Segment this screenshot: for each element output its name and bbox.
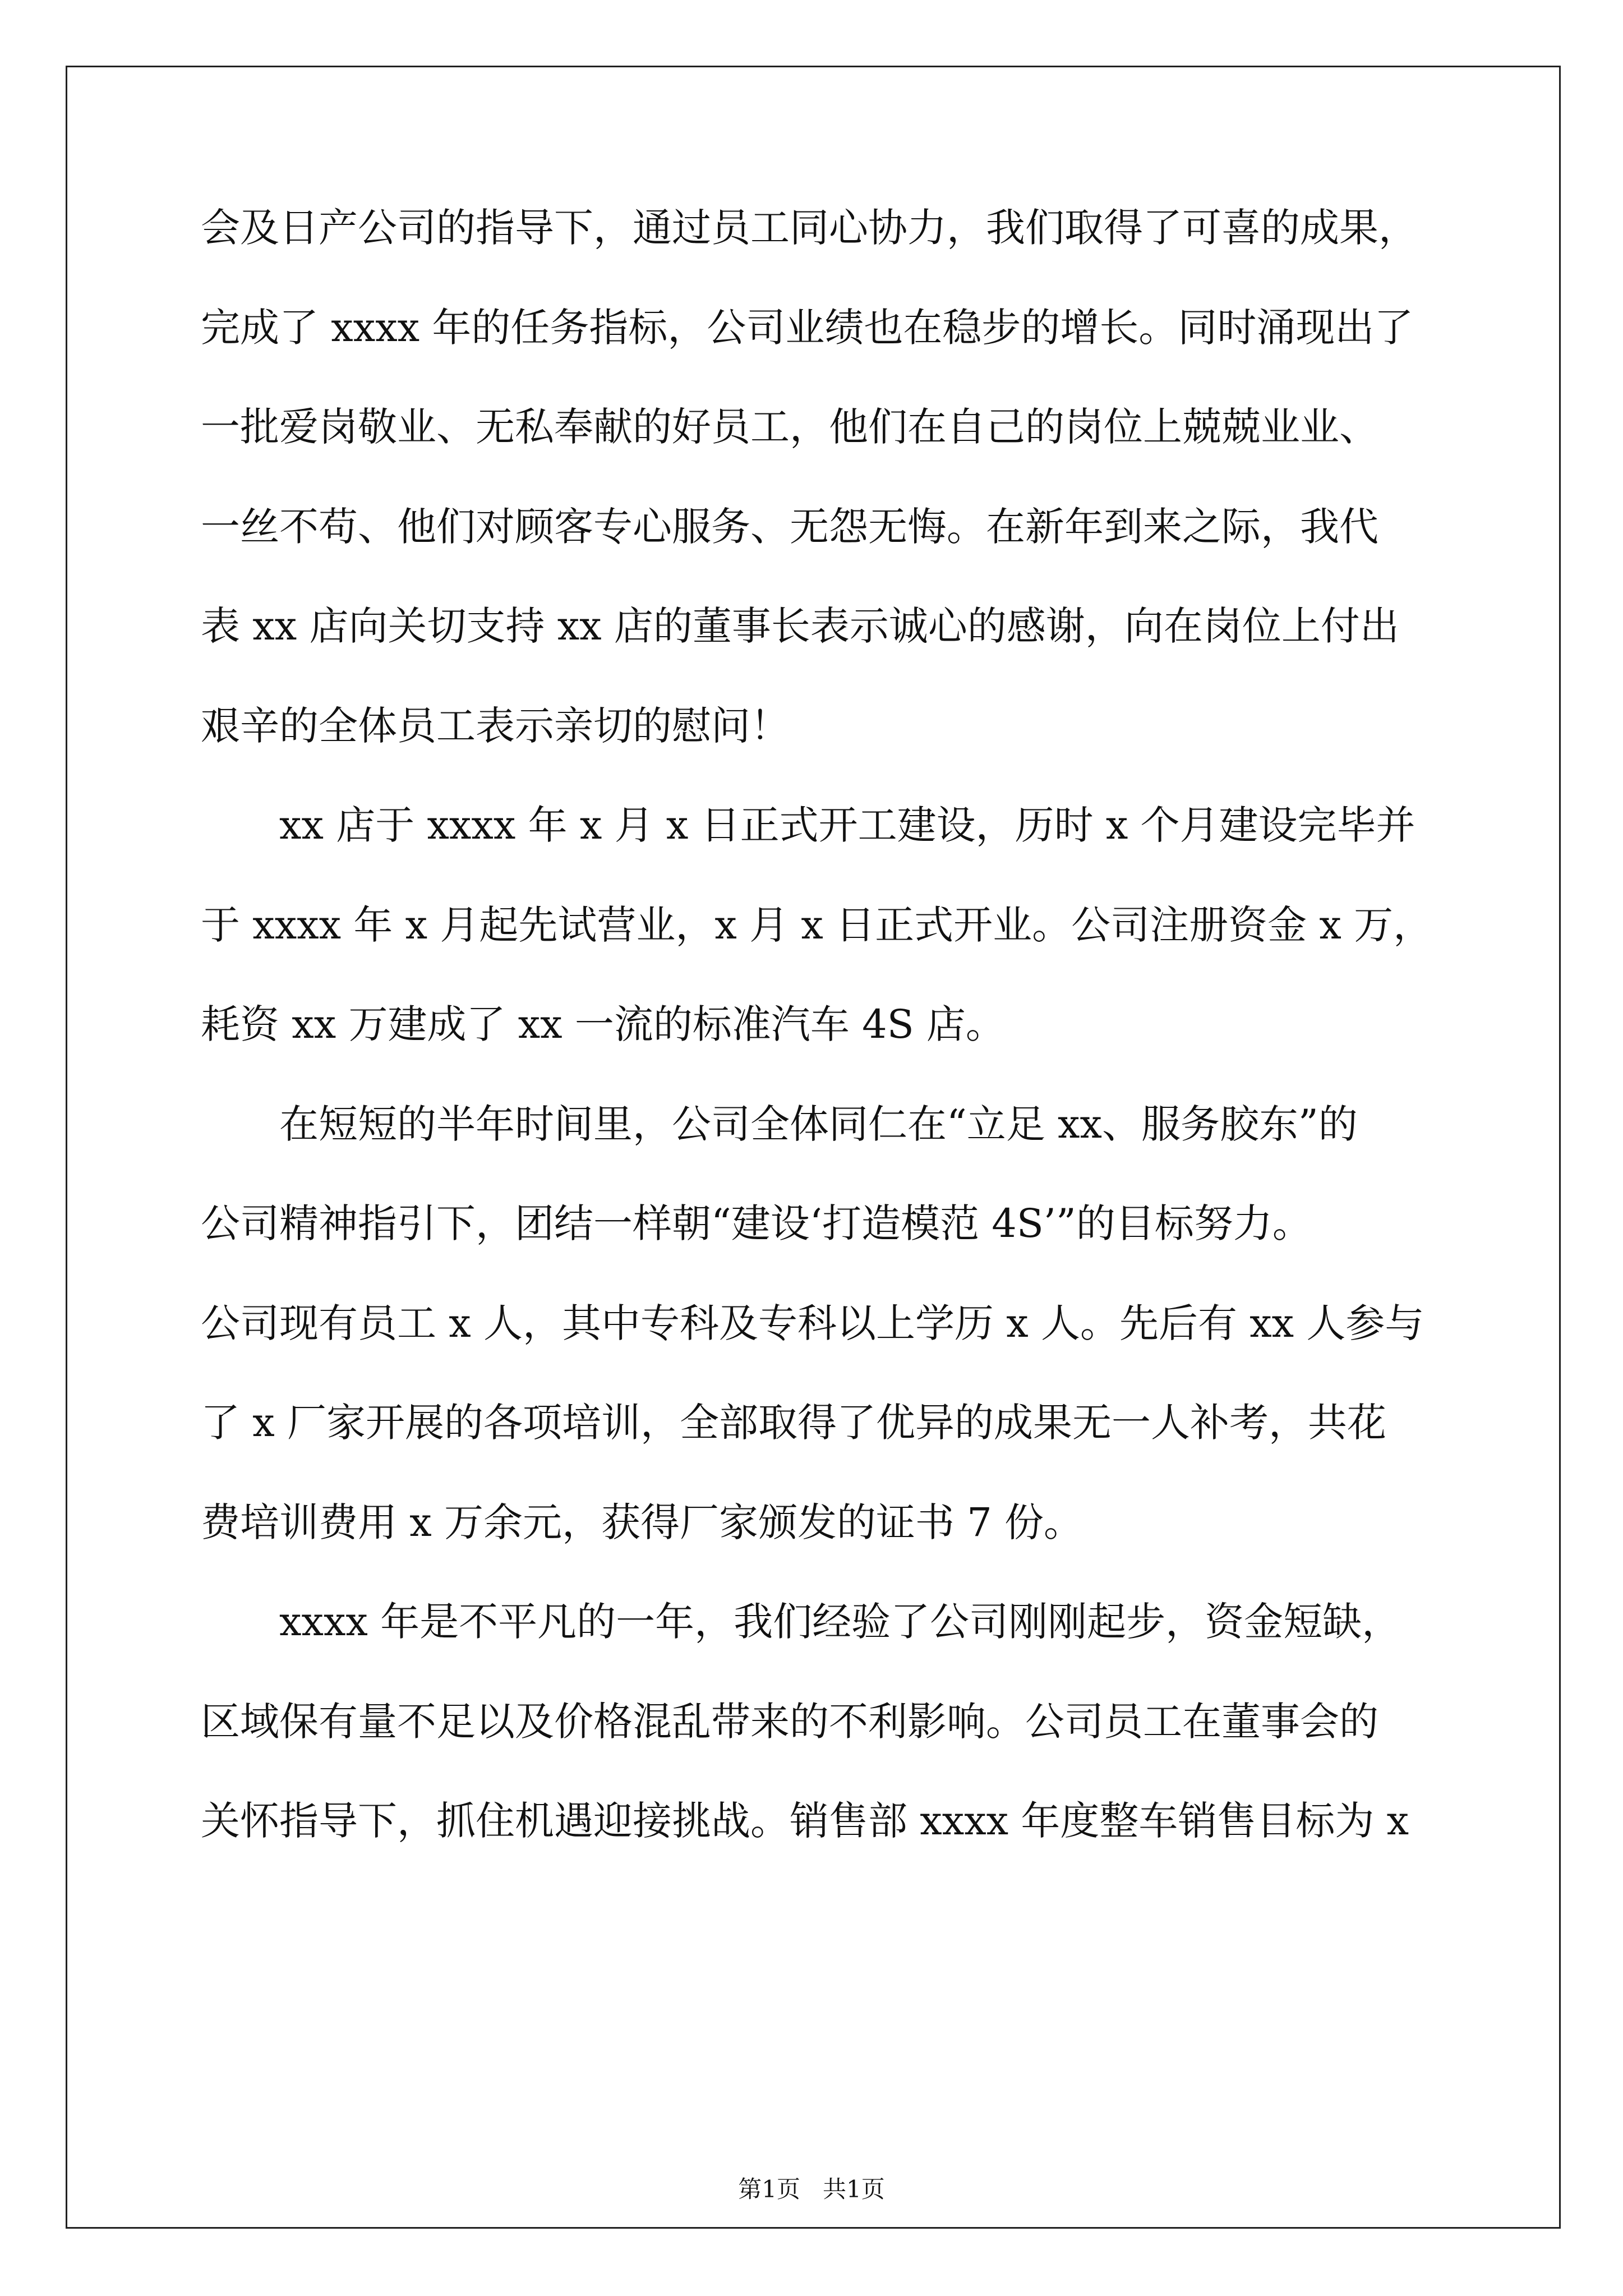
text-line: 了 x 厂家开展的各项培训，全部取得了优异的成果无一人补考，共花 xyxy=(201,1400,1386,1446)
page-footer: 第1页 共1页 xyxy=(738,2175,885,2203)
text-line: xxxx 年是不平凡的一年，我们经验了公司刚刚起步，资金短缺， xyxy=(279,1599,1401,1645)
text-line: 完成了 xxxx 年的任务指标，公司业绩也在稳步的增长。同时涌现出了 xyxy=(201,304,1414,351)
text-line: 于 xxxx 年 x 月起先试营业，x 月 x 日正式开业。公司注册资金 x 万， xyxy=(201,901,1433,948)
text-line: 一丝不苟、他们对顾客专心服务、无怨无悔。在新年到来之际，我代 xyxy=(201,503,1378,550)
text-line: xx 店于 xxxx 年 x 月 x 日正式开工建设，历时 x 个月建设完毕并 xyxy=(279,802,1415,848)
text-line: 一批爱岗敬业、无私奉献的好员工，他们在自己的岗位上兢兢业业、 xyxy=(201,404,1378,450)
text-line: 艰辛的全体员工表示亲切的慰问！ xyxy=(201,702,790,749)
text-line: 公司精神指引下，团结一样朝“建设‘打造模范 4S’”的目标努力。 xyxy=(201,1200,1312,1246)
text-line: 表 xx 店向关切支持 xx 店的董事长表示诚心的感谢，向在岗位上付出 xyxy=(201,603,1399,649)
text-line: 公司现有员工 x 人，其中专科及专科以上学历 x 人。先后有 xx 人参与 xyxy=(201,1300,1424,1346)
text-line: 在短短的半年时间里，公司全体同仁在“立足 xx、服务胶东”的 xyxy=(279,1101,1358,1147)
text-line: 费培训费用 x 万余元，获得厂家颁发的证书 7 份。 xyxy=(201,1499,1083,1545)
document-body xyxy=(201,178,1435,1871)
text-line: 关怀指导下，抓住机遇迎接挑战。销售部 xxxx 年度整车销售目标为 x xyxy=(201,1798,1409,1844)
text-line: 会及日产公司的指导下，通过员工同心协力，我们取得了可喜的成果， xyxy=(201,205,1418,251)
text-line: 耗资 xx 万建成了 xx 一流的标准汽车 4S 店。 xyxy=(201,1001,1005,1047)
text-line: 区域保有量不足以及价格混乱带来的不利影响。公司员工在董事会的 xyxy=(201,1698,1378,1745)
